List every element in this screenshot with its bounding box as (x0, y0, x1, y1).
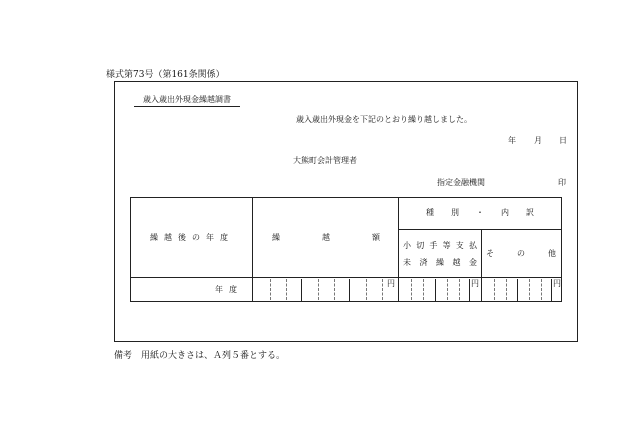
other-yen-unit: 円 (553, 279, 561, 288)
subheader-checks-line1: 小切手等支払 (403, 241, 477, 250)
recipient-name: 指定金融機関 (437, 178, 485, 187)
date-year: 年 (508, 136, 516, 145)
row-year-label: 年度 (215, 285, 243, 294)
footnote: 備考 用紙の大きさは、Ａ列５番とする。 (114, 351, 286, 361)
date-month: 月 (534, 136, 542, 145)
checks-yen-unit: 円 (471, 279, 479, 288)
statement-text: 歳入歳出外現金を下記のとおり繰り越しました。 (296, 115, 472, 124)
form-number: 様式第73号（第161条関係） (106, 70, 225, 80)
header-amount: 繰越額 (272, 233, 380, 242)
subheader-other: その他 (486, 249, 556, 258)
form-title: 歳入歳出外現金繰越調書 (143, 95, 231, 104)
header-breakdown: 種別・内訳 (426, 208, 534, 217)
header-year-after: 繰越後の年度 (150, 233, 234, 242)
date-day: 日 (559, 136, 567, 145)
amount-yen-unit: 円 (387, 279, 395, 288)
title-underline (134, 106, 240, 107)
subheader-checks-line2: 未済繰越金 (403, 258, 477, 267)
sender-name: 大熊町会計管理者 (293, 156, 357, 165)
seal-mark: 印 (558, 178, 566, 187)
